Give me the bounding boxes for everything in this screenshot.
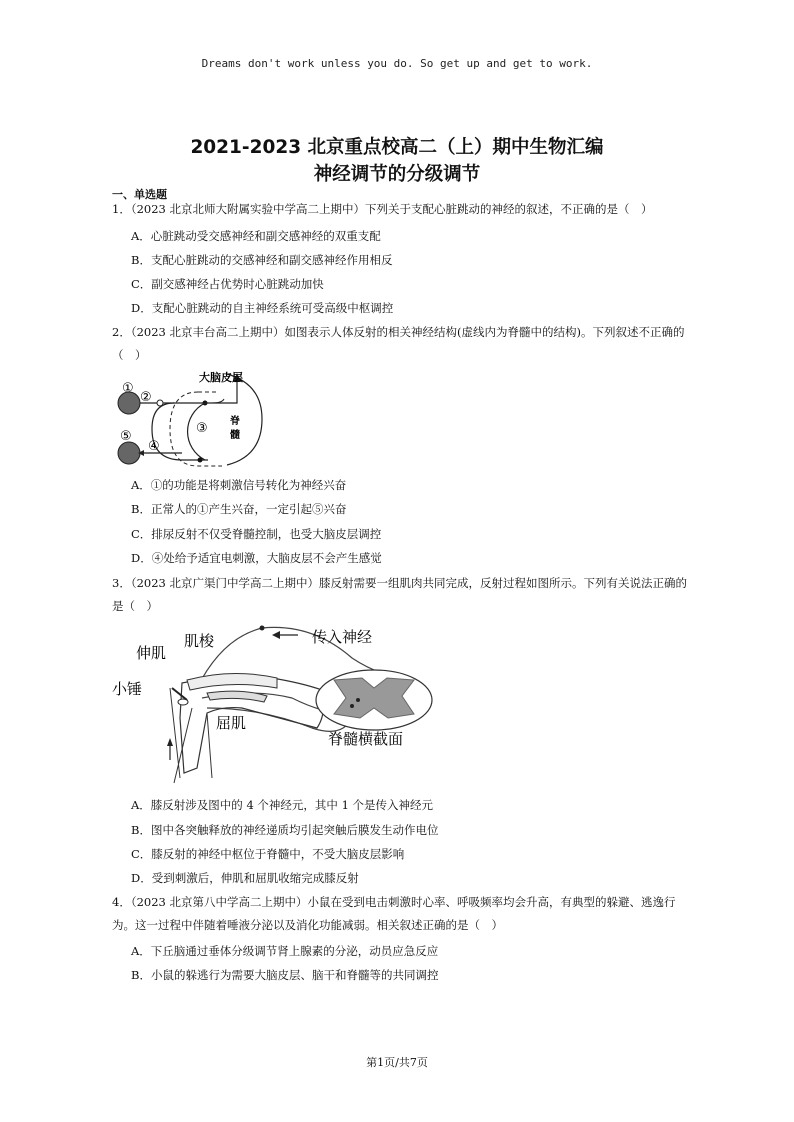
question-2-option-a: A．①的功能是将刺激信号转化为神经兴奋 bbox=[131, 478, 347, 492]
question-4-option-a: A．下丘脑通过垂体分级调节肾上腺素的分泌，动员应急反应 bbox=[131, 944, 439, 958]
label-spindle: 肌梭 bbox=[184, 632, 215, 650]
question-1-option-b: B．支配心脏跳动的交感神经和副交感神经作用相反 bbox=[131, 253, 393, 267]
label-n1: ① bbox=[122, 381, 134, 396]
page-subtitle: 神经调节的分级调节 bbox=[313, 164, 481, 185]
label-cortex: 大脑皮层 bbox=[199, 371, 243, 384]
label-n5: ⑤ bbox=[120, 429, 132, 444]
label-hammer: 小锤 bbox=[112, 680, 143, 698]
question-2-option-b: B．正常人的①产生兴奋，一定引起⑤兴奋 bbox=[131, 502, 347, 516]
question-1-option-c: C．副交感神经占优势时心脏跳动加快 bbox=[131, 277, 324, 291]
question-1-stem: 1．（2023 北京北师大附属实验中学高二上期中）下列关于支配心脏跳动的神经的叙述，不正确的是（ ） bbox=[112, 202, 653, 216]
question-2-stem: 2．（2023 北京丰台高二上期中）如图表示人体反射的相关神经结构(虚线内为脊髓中的结构)。下列叙述不正确的（ ） bbox=[112, 325, 685, 362]
label-n3: ③ bbox=[196, 421, 208, 436]
question-3-stem: 3．（2023 北京广渠门中学高二上期中）膝反射需要一组肌肉共同完成，反射过程如图所示。下列有关说法正确的是（ ） bbox=[112, 576, 687, 613]
knee-jerk-figure bbox=[112, 618, 437, 788]
label-spinal-1: 脊 bbox=[230, 416, 240, 427]
question-1-option-d: D．支配心脏跳动的自主神经系统可受高级中枢调控 bbox=[131, 301, 394, 315]
reflex-arc-figure bbox=[112, 364, 272, 468]
label-n2: ② bbox=[140, 390, 152, 405]
label-extensor: 伸肌 bbox=[136, 644, 167, 662]
page-footer: 第1页/共7页 bbox=[366, 1056, 428, 1069]
label-spinal-2: 髓 bbox=[230, 430, 240, 441]
header-motto: Dreams don't work unless you do. So get up and get to work. bbox=[201, 57, 593, 70]
question-3-option-a: A．膝反射涉及图中的 4 个神经元，其中 1 个是传入神经元 bbox=[131, 798, 434, 812]
question-2-option-d: D．④处给予适宜电刺激，大脑皮层不会产生感觉 bbox=[131, 551, 382, 565]
effector-circle bbox=[118, 442, 140, 464]
question-1-option-a: A．心脏跳动受交感神经和副交感神经的双重支配 bbox=[131, 229, 381, 243]
page-title: 2021-2023 北京重点校高二（上）期中生物汇编 bbox=[190, 137, 604, 158]
question-3-option-b: B．图中各突触释放的神经递质均引起突触后膜发生动作电位 bbox=[131, 823, 439, 837]
question-3-option-c: C．膝反射的神经中枢位于脊髓中，不受大脑皮层影响 bbox=[131, 847, 405, 861]
label-n4: ④ bbox=[148, 439, 160, 454]
section-heading: 一、单选题 bbox=[112, 188, 167, 201]
question-3-option-d: D．受到刺激后，伸肌和屈肌收缩完成膝反射 bbox=[131, 871, 359, 885]
question-2-option-c: C．排尿反射不仅受脊髓控制，也受大脑皮层调控 bbox=[131, 527, 382, 541]
label-afferent: 传入神经 bbox=[312, 628, 373, 646]
question-4-option-b: B．小鼠的躲逃行为需要大脑皮层、脑干和脊髓等的共同调控 bbox=[131, 968, 439, 982]
label-flexor: 屈肌 bbox=[216, 714, 247, 732]
label-cord-section: 脊髓横截面 bbox=[328, 730, 404, 748]
question-4-stem: 4．（2023 北京第八中学高二上期中）小鼠在受到电击刺激时心率、呼吸频率均会升高，有典型的躲避、逃逸行为。这一过程中伴随着唾液分泌以及消化功能减弱。相关叙述正确的是（ ） bbox=[112, 895, 676, 932]
